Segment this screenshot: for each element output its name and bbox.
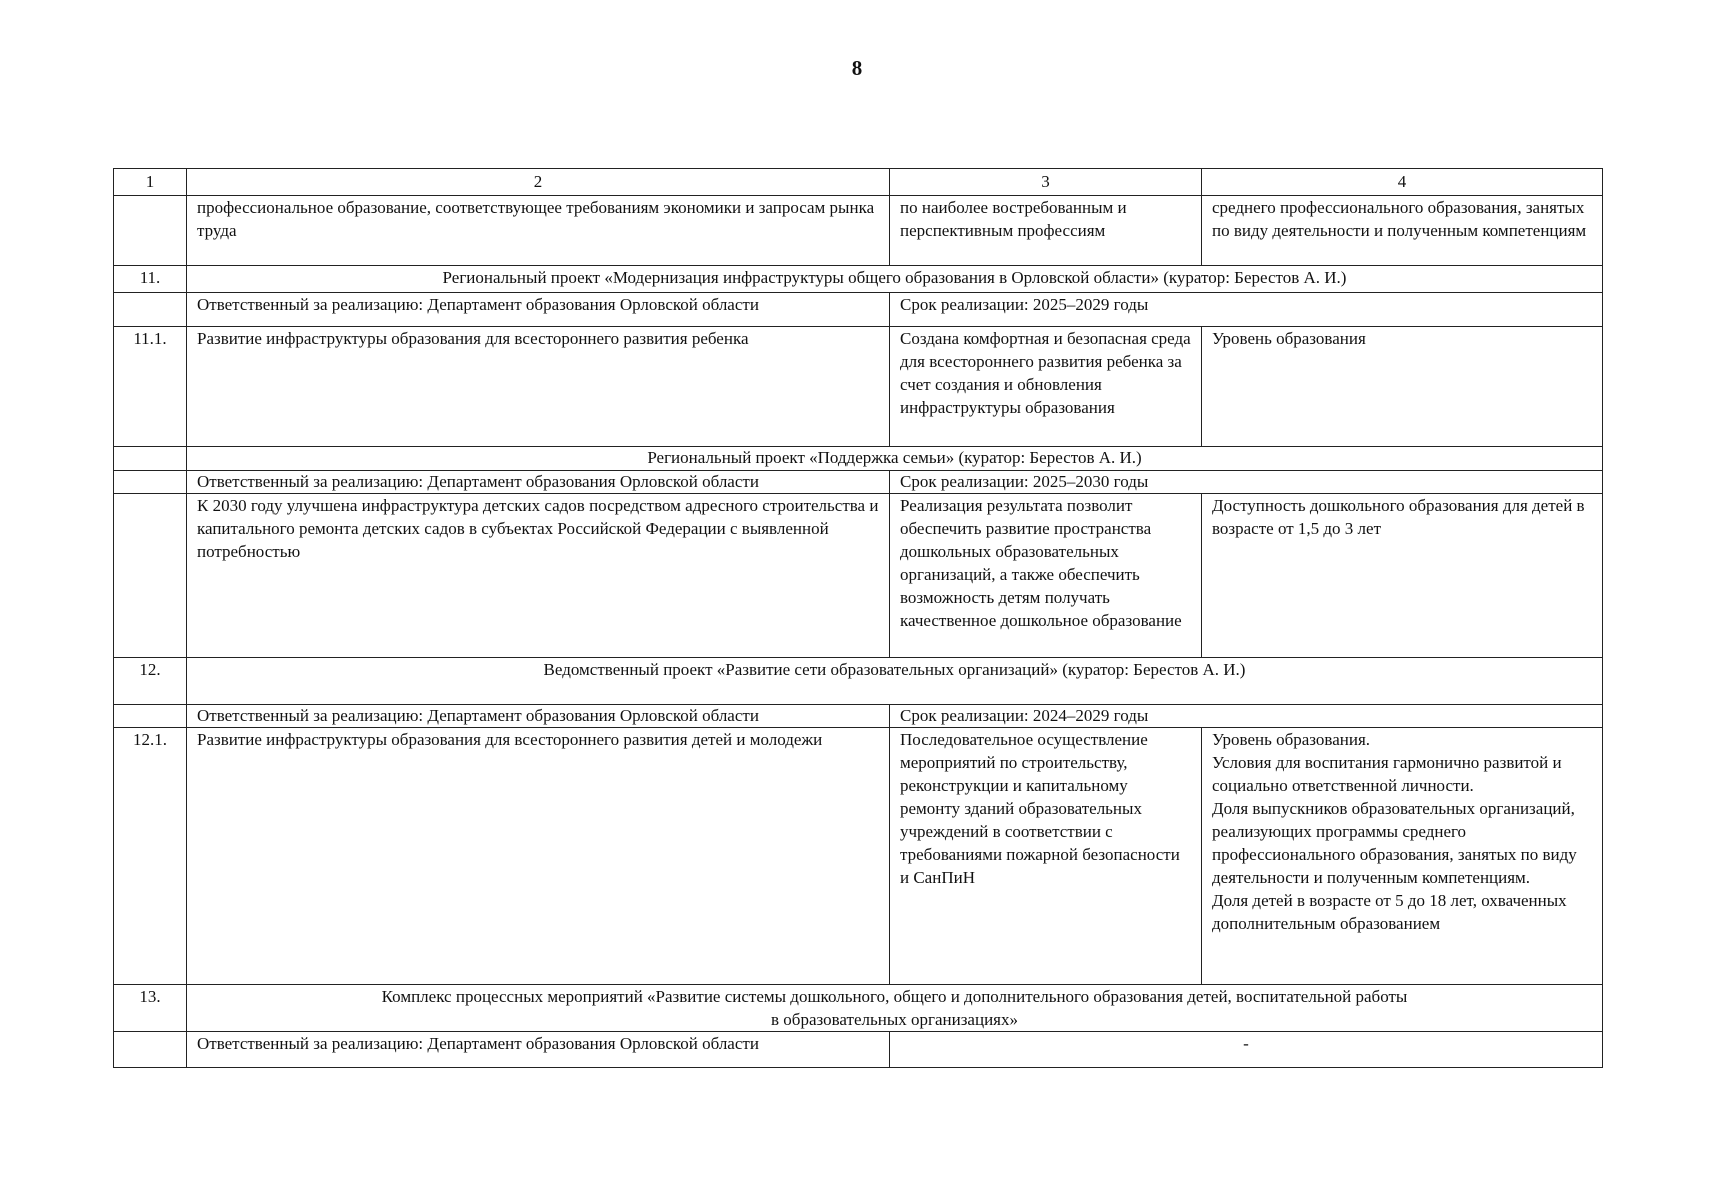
indicator-line: Доля выпускников образовательных организаций, реализующих программы среднего профессионального образования, занятых по виду деятельности и полученным компетенциям. (1212, 799, 1577, 887)
term-cell: Срок реализации: 2025–2030 годы (890, 471, 1603, 494)
table-header-row (114, 169, 1603, 196)
project-title: Региональный проект «Модернизация инфраструктуры общего образования в Орловской области» (куратор: Берестов А. И.) (187, 266, 1603, 293)
table-row (114, 196, 1603, 266)
row-number (114, 196, 187, 266)
project-title (187, 985, 1603, 1032)
responsible-row (114, 293, 1603, 327)
responsible-row (114, 1032, 1603, 1068)
row-number (114, 447, 187, 471)
result-cell: К 2030 году улучшена инфраструктура детских садов посредством адресного строительства и капитального ремонта детских садов в субъектах Российской Федерации с выявленной потребностью (187, 494, 890, 658)
indicator-line: Условия для воспитания гармонично развитой и социально ответственной личности. (1212, 753, 1562, 795)
project-title-line: Комплекс процессных мероприятий «Развитие системы дошкольного, общего и дополнительного образования детей, воспитательной работы (381, 987, 1408, 1006)
term-cell: Срок реализации: 2025–2029 годы (890, 293, 1603, 327)
project-title-row (114, 658, 1603, 705)
header-col-4: 4 (1202, 169, 1603, 196)
program-table (113, 168, 1603, 1068)
indicator-line: Доля детей в возрасте от 5 до 18 лет, охваченных дополнительным образованием (1212, 891, 1567, 933)
row-number (114, 471, 187, 494)
effect-cell: по наиболее востребованным и перспективным профессиям (890, 196, 1202, 266)
responsible-cell: Ответственный за реализацию: Департамент образования Орловской области (187, 705, 890, 728)
row-number (114, 705, 187, 728)
project-title: Ведомственный проект «Развитие сети образовательных организаций» (куратор: Берестов А. И.) (187, 658, 1603, 705)
responsible-cell: Ответственный за реализацию: Департамент образования Орловской области (187, 1032, 890, 1068)
indicator-cell: среднего профессионального образования, занятых по виду деятельности и полученным компетенциям (1202, 196, 1603, 266)
table-row (114, 327, 1603, 447)
term-cell: Срок реализации: 2024–2029 годы (890, 705, 1603, 728)
result-cell: профессиональное образование, соответствующее требованиям экономики и запросам рынка труда (187, 196, 890, 266)
result-cell: Развитие инфраструктуры образования для всестороннего развития ребенка (187, 327, 890, 447)
project-title-line: в образовательных организациях» (771, 1010, 1018, 1029)
row-number: 11.1. (114, 327, 187, 447)
responsible-row (114, 471, 1603, 494)
header-col-1: 1 (114, 169, 187, 196)
row-number: 12. (114, 658, 187, 705)
indicator-line: Уровень образования. (1212, 730, 1371, 749)
effect-cell: Реализация результата позволит обеспечить развитие пространства дошкольных образовательных организаций, а также обеспечить возможность детям получать качественное дошкольное образование (890, 494, 1202, 658)
project-title-row (114, 447, 1603, 471)
project-title-row (114, 985, 1603, 1032)
responsible-row (114, 705, 1603, 728)
row-number (114, 293, 187, 327)
row-number: 13. (114, 985, 187, 1032)
page-number: 8 (851, 56, 863, 80)
header-col-3: 3 (890, 169, 1202, 196)
effect-cell: Создана комфортная и безопасная среда для всестороннего развития ребенка за счет создания и обновления инфраструктуры образования (890, 327, 1202, 447)
responsible-cell: Ответственный за реализацию: Департамент образования Орловской области (187, 293, 890, 327)
row-number (114, 1032, 187, 1068)
effect-cell: Последовательное осуществление мероприятий по строительству, реконструкции и капитальному ремонту зданий образовательных учреждений в соответствии с требованиями пожарной безопасности и СанПиН (890, 728, 1202, 985)
header-col-2: 2 (187, 169, 890, 196)
project-title: Региональный проект «Поддержка семьи» (куратор: Берестов А. И.) (187, 447, 1603, 471)
row-number: 12.1. (114, 728, 187, 985)
indicator-cell: Уровень образования (1202, 327, 1603, 447)
project-title-row (114, 266, 1603, 293)
indicator-cell: Доступность дошкольного образования для детей в возрасте от 1,5 до 3 лет (1202, 494, 1603, 658)
term-cell: - (890, 1032, 1603, 1068)
row-number (114, 494, 187, 658)
table-row (114, 494, 1603, 658)
table-row (114, 728, 1603, 985)
responsible-cell: Ответственный за реализацию: Департамент образования Орловской области (187, 471, 890, 494)
row-number: 11. (114, 266, 187, 293)
indicator-cell (1202, 728, 1603, 985)
result-cell: Развитие инфраструктуры образования для всестороннего развития детей и молодежи (187, 728, 890, 985)
